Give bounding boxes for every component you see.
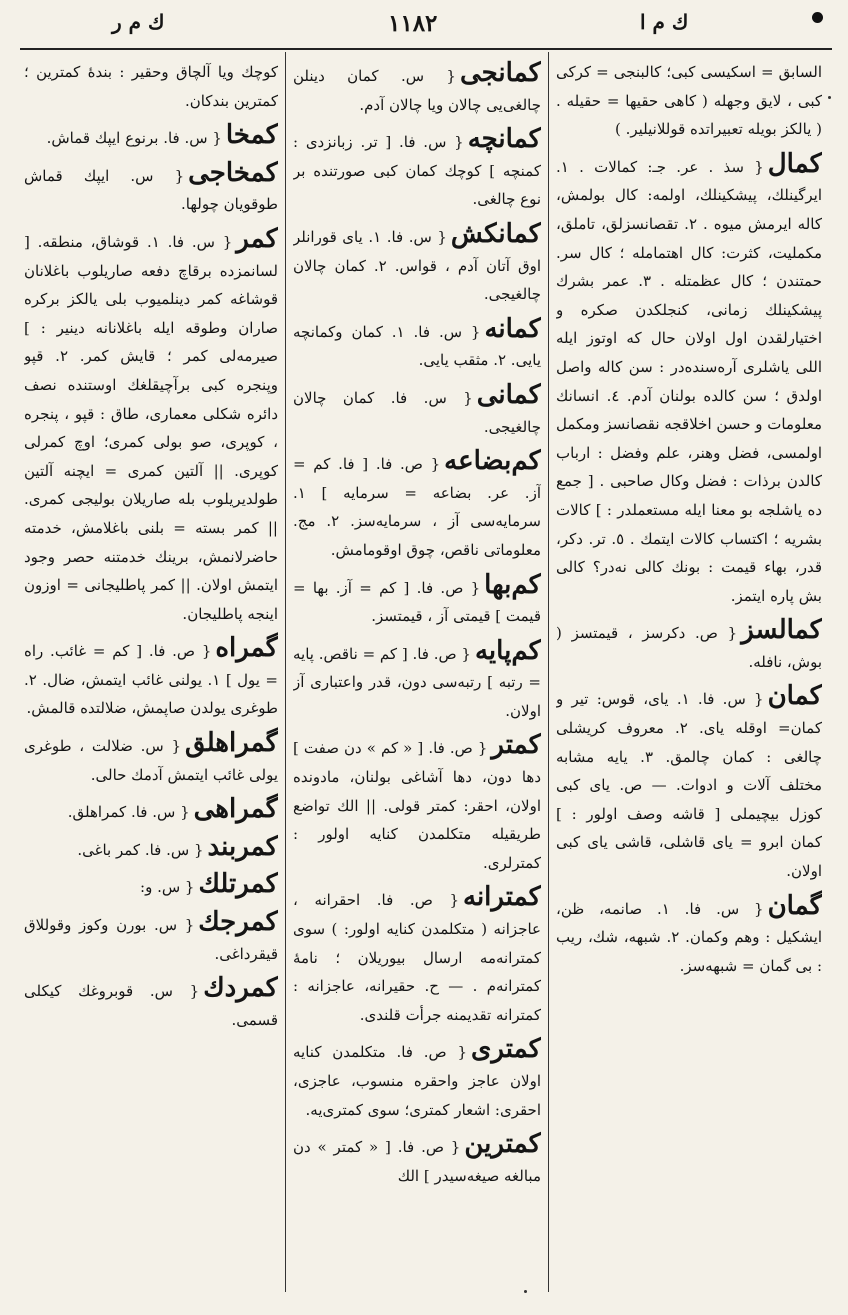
entry-definition: { س. قوبروغك كيكلى قسمى. [24,982,278,1029]
entry-headword: كم‌پايه [474,635,541,666]
entry-headword: كمترى [471,1034,541,1065]
dictionary-entry [293,570,541,631]
entry-definition: { س. فا. ١. صانمه، ظن، ايشكيل : وهم وكمان. ٢. شبهه، شك، ريب : بى گمان = شبهه‌سز. [556,899,822,975]
column-right [556,58,822,1290]
entry-definition: { س. فا. برنوع ايپك قماش. [46,129,222,148]
entry-headword: كمترين [464,1129,541,1160]
dictionary-entry [24,794,278,827]
entry-definition: السابق = اسكيسى كبى؛ كالبنجى = كركى كبى ، لايق وجهله ( كاهى حقيها = حقيله . ( يالكز بويله تعبيراتده قوللانيلير. ) [556,63,822,139]
entry-headword: كمالسز [741,615,822,646]
header-guide-right: ك م ا [640,10,689,34]
entry-definition: { ص. فا. [ كم = غائب. راه = يول ] ١. يولنى غائب ايتمش، ضال. ٢. طوغرى يولدن صاپمش، ضلالتده قالمش. [24,642,278,718]
header-guide-left: ك م ر [112,10,165,34]
dictionary-entry [24,633,278,723]
dictionary-entry [293,730,541,877]
entry-headword: كمخاجى [188,157,278,188]
dictionary-entry [293,446,541,564]
entry-definition: { ص. فا. متكلمدن كنايه اولان عاجز واحقره منسوب، عاجزى، احقرى: اشعار كمترى؛ سوى كمترى‌يه. [293,1043,541,1119]
entry-headword: كمر [236,223,278,254]
entry-headword: گمراهى [193,794,278,825]
dictionary-entry [556,891,822,981]
dictionary-entry [24,832,278,865]
entry-definition: { ص. دكرسز ، قيمتسز ( بوش، نافله. [556,624,822,671]
entry-headword: كمرجك [198,907,278,938]
entry-definition: { ص. فا. [ « كمتر » دن مبالغه صيغه‌سيدر ] الك [293,1138,541,1185]
entry-definition: { س. فا. ١. ياى، قوس: تير و كمان= اوقله ياى. ٢. معروف كريشلى چالغى : كمان چالمق. ٣. يايه مشابه مختلف آلات و ادوات. — ص. ياى كبى كوزل بيچيملى [ قاشه وصف اولور : ] كمان ابرو = ياى قاشلى، قاشى ياى كبى اولان. [556,690,822,881]
entry-definition: { ص. فا. [ « كم » دن صفت ] دها دون، دها آشاغى بولنان، مادونده اولان، احقر: كمتر قولى. || الك تواضع طريقيله متكلمدن كنايه اولور : كمترلرى. [293,739,541,872]
entry-definition: { س. فا. ١. كمان وكمانچه يايى. ٢. مثقب يايى. [293,322,541,370]
page-number: ١١٨٢ [388,10,438,37]
entry-headword: كم‌بضاعه [444,446,541,477]
entry-headword: گمان [767,890,822,921]
column-left [24,58,278,1290]
page-header [0,4,848,44]
entry-definition: { س. فا. ١. قوشاق، منطقه. [ لسانمزده برقاچ دفعه صاريلوب باغلانان قوشاغه كمر دينلميوب بلى يالكز بركره صاران وطوقه ايله باغلانانه دينير : ] صيرمه‌لى كمر ؛ قايش كمر. ٢. قپو وپنجره كبى برآچيقلغك اوستنده نصف دائره شكلى معمارى، طاق : قپو ، پنجره ، كوپرى، صو بولى كمرى؛ اوچ كمرلى كوپرى. || آلتين كمرى = ايچنه آلتين طولديريلوب بله صاريلان بوليجى كمرى. || كمر بسته = بلنى باغلامش، خدمته حاضرلانمش، برينك خدمتنه حصر وجود ايتمش اولان. || كمر پاطليجانى = اوزون اينجه پاطليجان. [24,232,278,623]
column-middle [293,58,541,1290]
dictionary-entry [24,120,278,153]
dictionary-entry [293,219,541,309]
corner-dot [812,12,823,23]
entry-headword: كمخا [225,120,278,151]
entry-headword: كمانجى [459,58,541,88]
entry-headword: كمال [767,148,822,179]
dictionary-entry [24,224,278,628]
entry-definition: { س. كمان دينلن چالغى‌يى چالان ويا چالان آدم. [293,67,541,114]
dictionary-entry [293,380,541,441]
entry-definition: { س. فا. [ تر. زبانزدى : كمنچه ] كوچك كمان كبى صورتنده بر نوع چالغى. [293,133,541,209]
entry-headword: كمرتلك [198,869,278,900]
entry-definition: { س. فا. كمان چالان چالغيجى. [293,388,541,436]
header-rule [20,48,832,50]
entry-definition: { ص. فا. [ فا. كم = آز. عر. بضاعه = سرمايه ] ١. سرمايه‌سى آز ، سرمايه‌سز. ٢. مج. معلوماتى ناقص، چوق اوقومامش. [293,455,541,559]
footer-mark [524,1290,527,1293]
column-divider-right [548,52,549,1292]
entry-definition: كوچك ويا آلچاق وحقير : بندهٔ كمترين ؛ كمترين بندكان. [24,63,278,110]
entry-headword: كمتر [491,730,541,761]
entry-definition: { ص. فا. احقرانه ، عاجزانه ( متكلمدن كنايه اولور: ) سوى كمترانه‌مه ارسال بيوريلان ؛ نامهٔ كمترانه‌م . — ح. حقيرانه، عاجزانه : كمترانه تقديمنه جرأت قلندى. [293,891,541,1024]
dictionary-entry [556,681,822,885]
entry-definition: { س. و: [140,878,195,897]
entry-headword: كمربند [207,831,278,862]
entry-headword: كمانى [476,379,541,410]
dictionary-entry [556,615,822,676]
entry-definition: { ص. فا. [ كم = ناقص. پايه = رتبه ] رتبه‌سى دون، قدر واعتبارى آز اولان. [293,644,541,720]
dictionary-entry [24,869,278,902]
dictionary-entry [293,636,541,726]
entry-headword: كمردك [203,973,278,1004]
entry-headword: كمانكش [450,218,541,249]
dictionary-entry [24,907,278,968]
entry-headword: كم‌بها [484,569,541,600]
dictionary-entry [24,728,278,789]
dictionary-entry [24,158,278,219]
entry-headword: گمراهلق [185,728,278,759]
dictionary-entry [556,149,822,611]
entry-headword: كمان [767,681,822,712]
entry-definition: { س. بورن وكوز وقوللاق قيقرداغى. [24,916,278,963]
entry-headword: گمراه [215,633,278,664]
margin-mark [828,96,831,99]
entry-definition: { س. فا. كمر باغى. [77,840,204,859]
dictionary-entry [293,1129,541,1190]
entry-definition: { س. ضلالت ، طوغرى يولى غائب ايتمش آدمك حالى. [24,737,278,784]
dictionary-entry [293,124,541,214]
entry-definition: { س. فا. كمراهلق. [67,803,190,822]
entry-definition: { ص. فا. [ كم = آز. بها = قيمت ] قيمتى آز ، قيمتسز. [293,578,541,626]
entry-definition: { س. فا. ١. ياى قورانلر اوق آتان آدم ، قواس. ٢. كمان چالان چالغيجى. [293,227,541,304]
entry-headword: كمانه [484,313,541,344]
dictionary-entry [24,973,278,1034]
entry-headword: كمترانه [463,882,541,913]
column-divider-left [285,52,286,1292]
dictionary-entry [556,58,822,144]
entry-headword: كمانچه [467,124,541,155]
dictionary-entry [24,58,278,115]
dictionary-entry [293,58,541,119]
dictionary-entry [293,314,541,375]
dictionary-entry [293,1034,541,1124]
entry-definition: { س. ايپك قماش طوقويان چولها. [24,166,278,214]
entry-definition: { سذ . عر. جـ: كمالات . ١. ايرگينلك، پيشكينلك، اولمه: كال بولمش، كاله ايرمش ميوه . ٢. تقصانسزلق، تاملق، مكمليت، كثرت: كال اهتمامله ؛ كال سر. حمتندن ؛ كال عظمتله . ٣. عمر بشرك پيشكينلك زمانى، كنجلكدن صكره و اختيارلقدن اول اولان حال كه اوتوز ايله اللى ياشلرى آره‌سنده‌در : سن كاله واصل اولدق ؛ سن كالده بولنان آدم. ٤. انسانك معلومات و حسن اخلاقجه نقصانسز ومكمل اولمسى، فضل وهنر، علم وفضل : ارباب كالدن برذات : فضل وكال صاحبى . [ جمع ده ياشلجه بو معنا ايله مستعملدر : ] كالات بشريه ؛ اكتساب كالات ايتمك . ٥. تر. دكر، قدر، بهاء قيمت : بونك كالى نه‌در؟ كالى بش پاره ايتمز. [556,157,822,605]
dictionary-entry [293,882,541,1029]
